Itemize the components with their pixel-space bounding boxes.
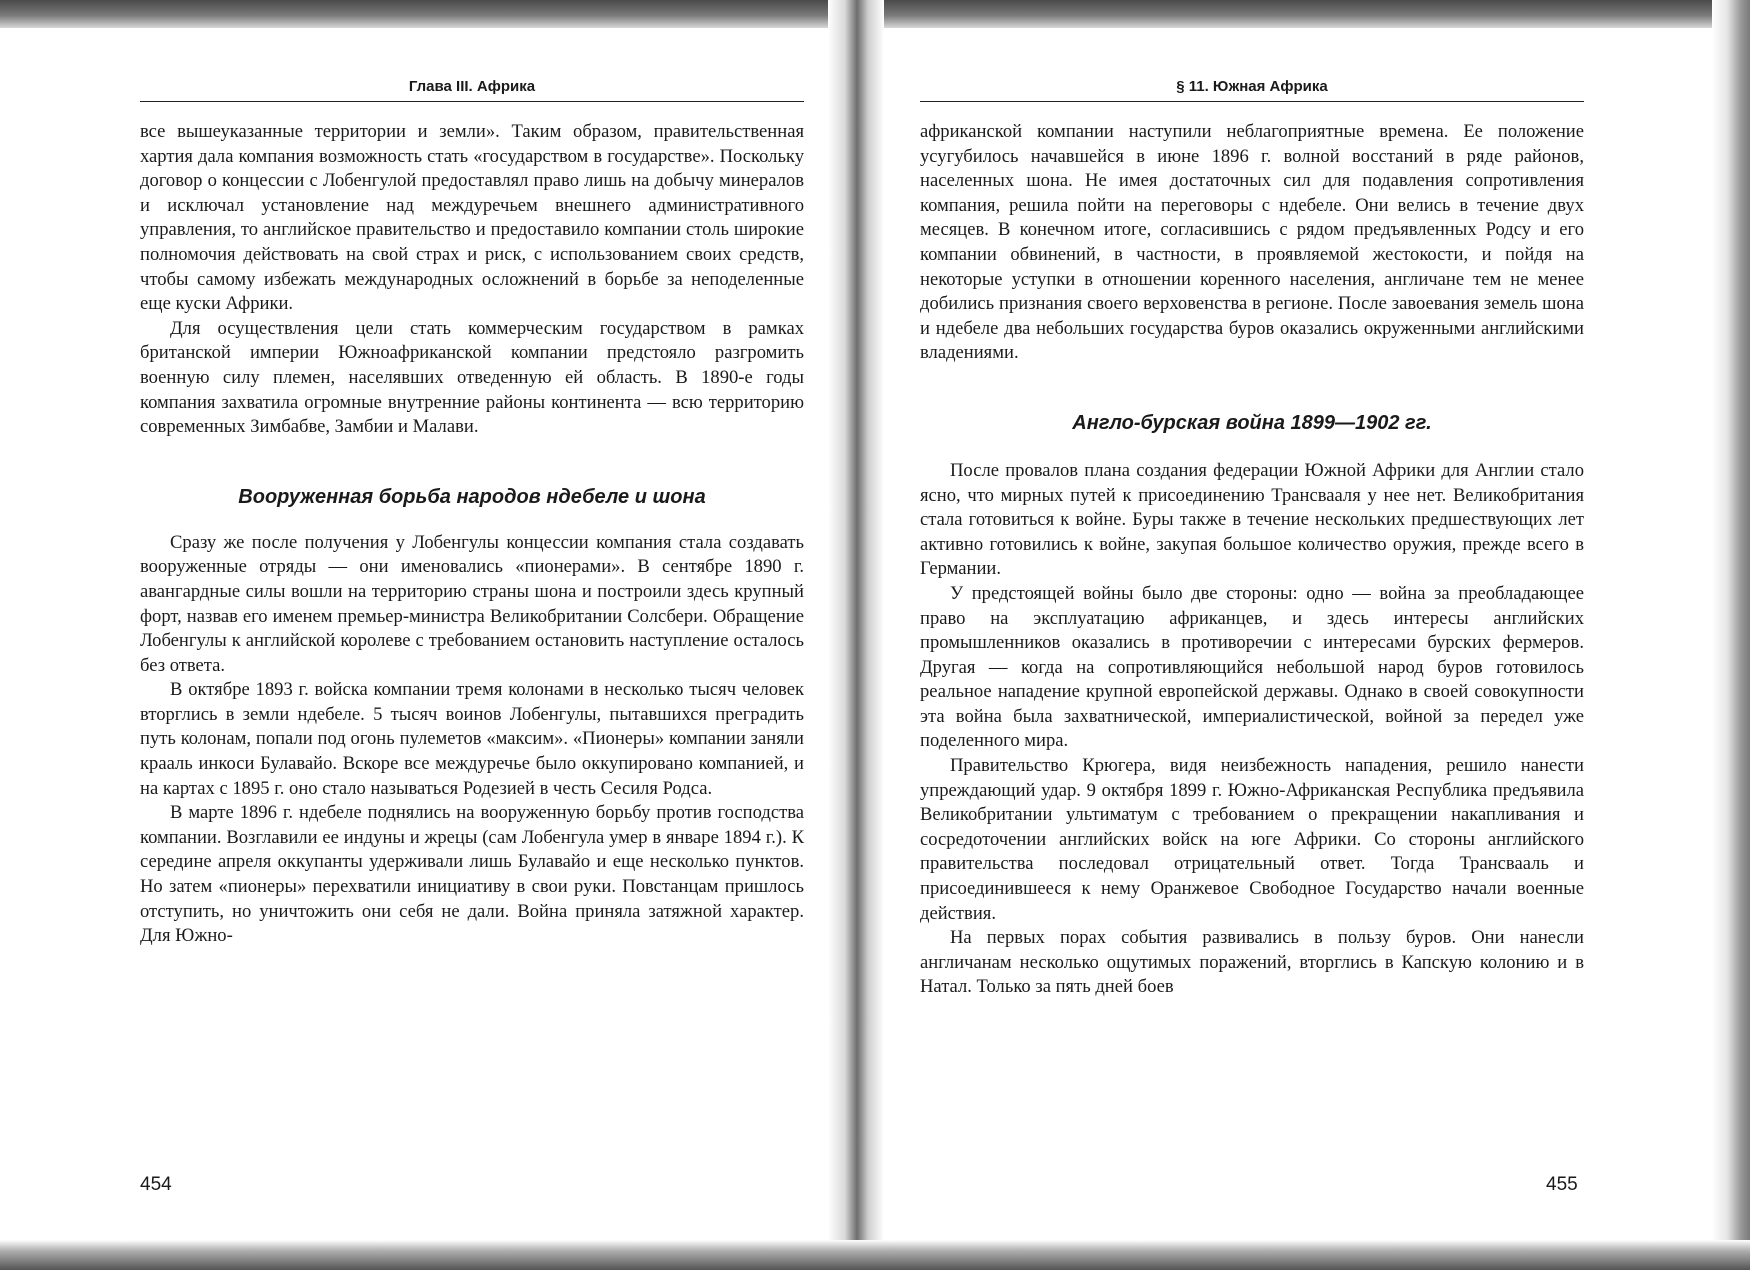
section-subheading: Вооруженная борьба народов ндебеле и шона <box>238 485 706 508</box>
paragraph: Сразу же после получения у Лобенгулы концессии компания стала создавать вооруженные отряды — они именовались «пионерами». В сентябре 1890 г. авангардные силы вошли на территорию страны шона и построили здесь крупный форт, назвав его именем премьер-министра Великобритании Солсбери. Обращение Лобенгулы к английской королеве с требованием остановить наступление осталось без ответа. <box>140 531 804 676</box>
running-head: § 11. Южная Африка <box>920 78 1584 102</box>
paragraph: В октябре 1893 г. войска компании тремя колонами в несколько тысяч человек вторглись в земли ндебеле. 5 тысяч воинов Лобенгулы, пытавшихся преградить путь колонам, попали под огонь пулеметов «максим». «Пионеры» компании заняли крааль инкоси Булавайо. Вскоре все междуречье было оккупировано компанией, и на картах с 1895 г. оно стало называться Родезией в честь Сесиля Родса. <box>140 679 804 799</box>
paragraph: В марте 1896 г. ндебеле поднялись на вооруженную борьбу против господства компании. Возглавили ее индуны и жрецы (сам Лобенгула умер в январе 1894 г.). К середине апреля оккупанты удерживали лишь Булавайо и еще несколько пунктов. Но затем «пионеры» перехватили инициативу в свои руки. Повстанцам пришлось отступить, но уничтожить они себя не дали. Война приняла затяжной характер. Для Южно- <box>140 802 804 947</box>
running-head: Глава III. Африка <box>140 78 804 102</box>
paragraph: Правительство Крюгера, видя неизбежность нападения, решило нанести упреждающий удар. 9 октября 1899 г. Южно-Африканская Республика предъявила Великобритании ультиматум с требованием о прекращении накапливания и сосредоточении английских войск на юге Африки. Со стороны английского правительства последовал отрицательный ответ. Тогда Трансвааль и присоединившееся к нему Оранжевое Свободное Государство начали военные действия. <box>920 755 1584 924</box>
page-number: 454 <box>140 1174 172 1195</box>
scan-bottom-edge <box>0 1240 1750 1270</box>
section-subheading: Англо-бурская война 1899—1902 гг. <box>1072 411 1432 434</box>
page-number: 455 <box>1546 1174 1578 1195</box>
paragraph: После провалов плана создания федерации Южной Африки для Англии стало ясно, что мирных путей к присоединению Трансвааля у нее нет. Великобритания стала готовиться к войне. Буры также в течение нескольких предшествующих лет активно готовились к войне, закупая большое количество оружия, прежде всего в Германии. <box>920 459 1584 580</box>
page-stack-edge <box>1712 0 1750 1270</box>
right-page <box>920 78 1584 1000</box>
paragraph: все вышеуказанные территории и земли». Таким образом, правительственная хартия дала компания возможность стать «государством в государстве». Поскольку договор о концессии с Лобенгулой предоставлял право лишь на добычу минералов и исключал установление над междуречьем внешнего административного управления, то английское правительство и предоставило компании столь широкие полномочия действовать на свой страх и риск, с использованием своих средств, чтобы самому избежать международных осложнений в борьбе за неподеленные еще куски Африки. <box>140 121 804 315</box>
paragraph: У предстоящей войны было две стороны: одно — война за преобладающее право на эксплуатацию африканцев, и здесь интересы английских промышленников оказались в противоречии с интересами бурских фермеров. Другая — когда на сопротивляющийся небольшой народ буров готовилось реальное нападение крупной европейской державы. Однако в своей совокупности эта война была захватнической, империалистической, войной за передел уже поделенного мира. <box>920 582 1584 752</box>
paragraph: Для осуществления цели стать коммерческим государством в рамках британской империи Южноафриканской компании предстояло разгромить военную силу племен, населявших отведенную ей область. В 1890-е годы компания захватила огромные внутренние районы континента — всю территорию современных Зимбабве, Замбии и Малави. <box>140 317 804 438</box>
paragraph: африканской компании наступили неблагоприятные времена. Ее положение усугубилось начавшейся в июне 1896 г. волной восстаний в ряде районов, населенных шона. Не имея достаточных сил для подавления сопротивления компания, решила пойти на переговоры с ндебеле. Они велись в течение двух месяцев. В конечном итоге, согласившись с рядом предъявленных Родсу и его компании обвинений, в частности, в проявляемой жестокости, и пойдя на некоторые уступки в отношении коренного населения, англичане тем не менее добились признания своего верховенства в регионе. После завоевания земель шона и ндебеле два небольших государства буров оказались окруженными английскими владениями. <box>920 121 1584 364</box>
left-page <box>140 78 804 949</box>
paragraph: На первых порах события развивались в пользу буров. Они нанесли англичанам несколько ощутимых поражений, вторглись в Капскую колонию и в Натал. Только за пять дней боев <box>920 927 1584 998</box>
book-gutter <box>828 0 884 1270</box>
